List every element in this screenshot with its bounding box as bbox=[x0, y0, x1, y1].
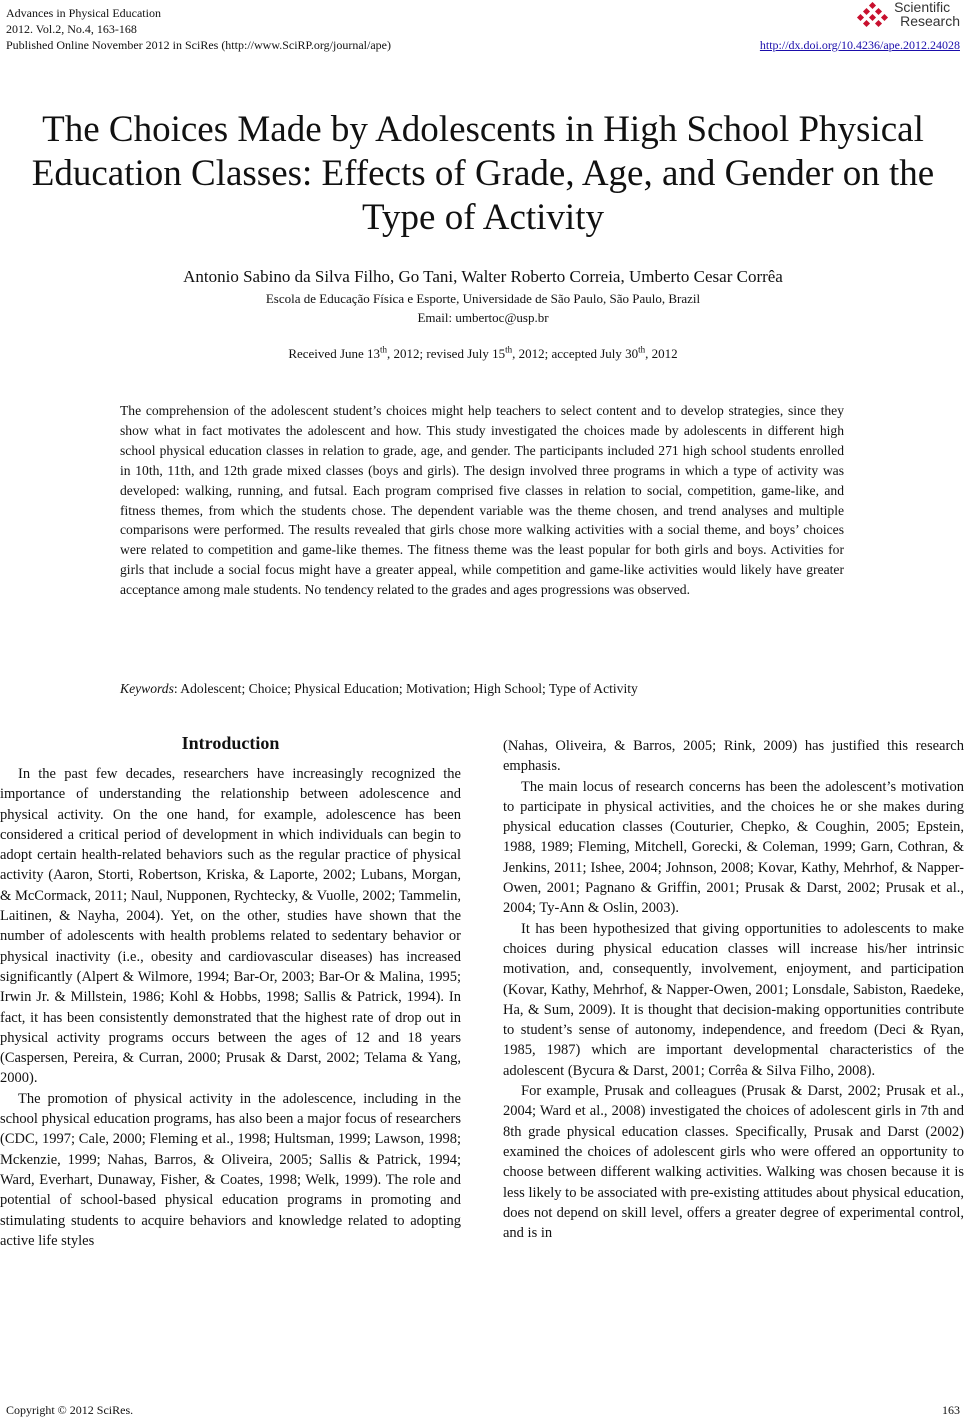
body-paragraph: For example, Prusak and colleagues (Prusak & Darst, 2002; Prusak et al., 2004; Ward et al., 2008) investigated the choices of adolescent girls in 7th and 8th grade physical education classes. Specifically, Prusak and Darst (2002) examined the choices of adolescent girls who were offered an opportunity to choose between different walking activities. Walking was chosen because it is less likely to be associated with pre-existing attitudes about physical education, does not depend on skill level, offers a greater degree of experimental control, and is in bbox=[503, 1083, 964, 1242]
copyright-notice: Copyright © 2012 SciRes. bbox=[6, 1403, 134, 1417]
body-paragraph: The main locus of research concerns has been the adolescent’s motivation to participate in physical activities, and the choices he or she makes during physical education classes (Couturier, Chepko, & Coughin, 2005; Epstein, 1988, 1989; Fleming, Mitchell, Gorecki, & Coleman, 1999; Garn, Cothran, & Jenkins, 2011; Ishee, 2004; Johnson, 2008; Kovar, Kathy, Mehrhof, & Napper-Owen, 2001; Pagnano & Griffin, 2001; Prusak & Darst, 2002; Prusak et al., 2004; Ty-Ann & Oslin, 2003). bbox=[503, 778, 964, 917]
dates-year: , 2012 bbox=[645, 346, 678, 361]
received-suffix: th bbox=[380, 344, 388, 355]
body-paragraph: The promotion of physical activity in the adolescence, including in the school physical education programs, has also been a major focus of researchers (CDC, 1997; Cale, 2000; Fleming et al., 1998; Hultsman, 1999; Lawson, 1998; Mckenzie, 1999; Nahas, Barros, & Oliveira, 2005; Sallis & Patrick, 1994; Ward, Everhart, Dunaway, Fisher, & Coates, 1998; Welk, 1999). The role and potential of school-based physical education programs in promoting and stimulating students to acquire behaviors and knowledge related to adopting active life styles bbox=[0, 1090, 461, 1249]
doi-link[interactable]: http://dx.doi.org/10.4236/ape.2012.24028 bbox=[759, 38, 960, 52]
volume-info: 2012. Vol.2, No.4, 163-168 bbox=[6, 22, 137, 36]
publisher-logo bbox=[856, 0, 960, 32]
received-date: Received June 13 bbox=[288, 346, 381, 361]
body-paragraph-continued: (Nahas, Oliveira, & Barros, 2005; Rink, 2009) has justified this research emphasis. bbox=[503, 738, 964, 775]
abstract: The comprehension of the adolescent student’s choices might help teachers to select content and to develop strategies, since they show what in fact motivates the adolescent and how. This study investigated the choices made by adolescents in different high school physical education classes in relation to grade, age, and gender. The participants included 271 high school students enrolled in 10th, 11th, and 12th grade mixed classes (boys and girls). The design involved three programs in which a type of activity was developed: walking, running, and futsal. Each program comprised five classes in relation to social, competition, game-like, and fitness themes, from which the students chose. The dependent variable was the theme chosen, and trend analyses and multiple comparisons were performed. The results revealed that girls chose more walking activities with a social theme, and boys’ choices were related to competition and game-like themes. The fitness theme was the least popular for both girls and boys. Activities for girls that include a social focus might have a greater appeal, while competition and game-like activities would likely have greater acceptance among male students. No tendency related to the grades and ages progressions was observed. bbox=[120, 403, 844, 598]
logo-text-line2: Research bbox=[900, 13, 960, 29]
logo-text bbox=[894, 0, 960, 28]
journal-name: Advances in Physical Education bbox=[6, 6, 161, 20]
page-number: 163 bbox=[942, 1403, 960, 1417]
accepted-date: , 2012; accepted July 30 bbox=[512, 346, 639, 361]
contact-email: Email: umbertoc@usp.br bbox=[417, 310, 549, 325]
submission-dates bbox=[0, 345, 966, 362]
introduction-heading: Introduction bbox=[181, 733, 280, 753]
author-list: Antonio Sabino da Silva Filho, Go Tani, Walter Roberto Correia, Umberto Cesar Corrêa bbox=[183, 267, 783, 286]
left-column bbox=[0, 730, 461, 1251]
affiliation: Escola de Educação Física e Esporte, Universidade de São Paulo, São Paulo, Brazil bbox=[265, 291, 701, 306]
journal-header bbox=[6, 5, 391, 53]
keywords bbox=[120, 679, 844, 698]
revised-date: , 2012; revised July 15 bbox=[387, 346, 506, 361]
publication-info: Published Online November 2012 in SciRes (http://www.SciRP.org/journal/ape) bbox=[6, 38, 391, 52]
body-paragraph: It has been hypothesized that giving opportunities to adolescents to make choices during physical education classes will increase his/her intrinsic motivation, and, consequently, involvement, enjoyment, and participation (Kovar, Kathy, Mehrhof, & Napper-Owen, 2001; Lonsdale, Sabiston, Raedeke, Ha, & Sum, 2009). It is thought that decision-making opportunities contribute to student’s sense of autonomy, independence, and freedom (Deci & Ryan, 1985, 1987) which are important developmental characteristics of the adolescent (Bycura & Darst, 2001; Corrêa & Silva Filho, 2008). bbox=[503, 920, 964, 1079]
revised-suffix: th bbox=[505, 344, 513, 355]
keywords-list: : Adolescent; Choice; Physical Education; Motivation; High School; Type of Activity bbox=[173, 681, 638, 696]
paper-title: The Choices Made by Adolescents in High School Physical Education Classes: Effects of Grade, Age, and Gender on the Type of Activity bbox=[31, 109, 935, 238]
keywords-label: Keywords bbox=[120, 681, 174, 696]
accepted-suffix: th bbox=[638, 344, 646, 355]
logo-text-line1: Scientific bbox=[894, 0, 951, 15]
scientific-research-logo-icon bbox=[856, 2, 890, 32]
right-column bbox=[503, 736, 964, 1243]
body-paragraph: In the past few decades, researchers have increasingly recognized the importance of understanding the relationship between adolescence and physical activity. On the one hand, for example, adolescence has been considered a critical period of development in which individuals can begin to adopt certain health-related behaviors such as the regular practice of physical activity (Aaron, Storti, Robertson, Kriska, & Laporte, 2002; Lubans, Morgan, & McCormack, 2011; Naul, Nupponen, Rychtecky, & Vuolle, 2002; Tammelin, Laitinen, & Nayha, 2004). Yet, on the other, studies have shown that the number of adolescents with health problems related to sedentary behavior or physical inactivity (i.e., obesity and cardiovascular diseases) has increased significantly (Alpert & Wilmore, 1994; Bar-Or, 2003; Bar-Or & Malina, 1995; Irwin Jr. & Millstein, 1986; Kohl & Hobbs, 1998; Sallis & Patrick, 1994). In fact, it has been consistently demonstrated that the highest rate of drop out in physical activity programs occurs between the ages of 12 and 18 years (Caspersen, Pereira, & Curran, 2000; Prusak & Darst, 2002; Telama & Yang, 2000). bbox=[0, 766, 461, 1087]
